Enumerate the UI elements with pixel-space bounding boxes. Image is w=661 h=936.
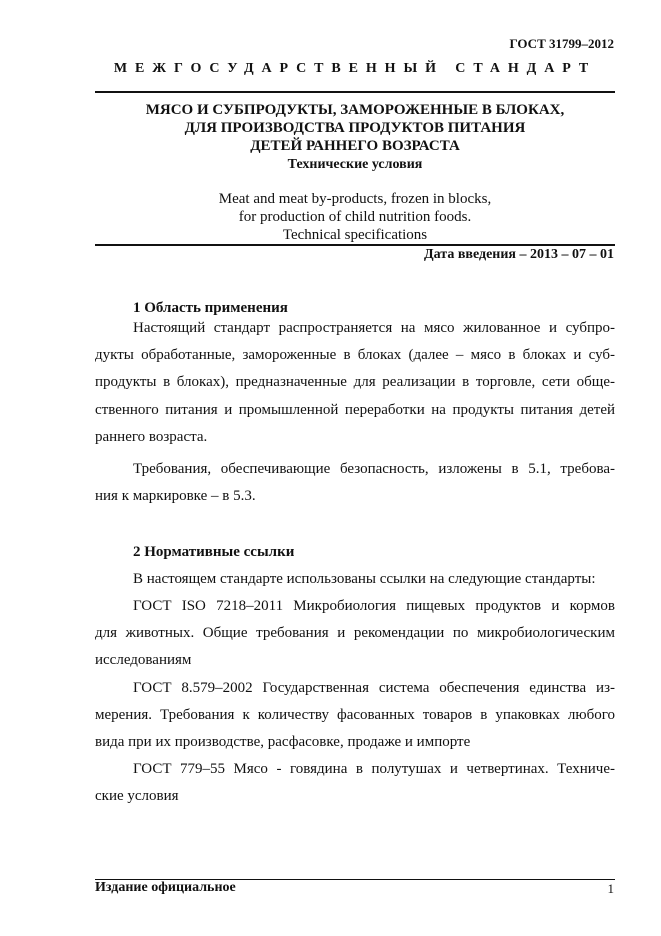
- title-ru: [95, 101, 615, 174]
- paragraph: [95, 456, 615, 510]
- title-en-line: Meat and meat by-products, frozen in blocks,: [218, 191, 492, 207]
- page-number: 1: [607, 881, 614, 896]
- text-line: ские условия: [95, 788, 179, 805]
- title-ru-line: МЯСО И СУБПРОДУКТЫ, ЗАМОРОЖЕННЫЕ В БЛОКАХ,: [145, 102, 565, 118]
- title-en-line: Technical specifications: [282, 227, 428, 243]
- text-line: дукты обработанные, замороженные в блоках (далее – мясо в блоках и суб-: [95, 347, 615, 364]
- paragraph: [95, 756, 615, 810]
- title-ru-line: ДЛЯ ПРОИЗВОДСТВА ПРОДУКТОВ ПИТАНИЯ: [184, 120, 526, 136]
- text-line: для животных. Общие требования и рекомендации по микробиологическим: [95, 625, 615, 642]
- title-divider: [95, 244, 615, 246]
- subtitle-ru: Технические условия: [287, 157, 423, 172]
- text-line: ГОСТ 8.579–2002 Государственная система обеспечения единства из-: [133, 680, 615, 696]
- title-en-line: for production of child nutrition foods.: [238, 209, 472, 225]
- text-line: раннего возраста.: [95, 428, 208, 445]
- paragraph: [95, 315, 615, 451]
- title-ru-line: ДЕТЕЙ РАННЕГО ВОЗРАСТА: [250, 138, 460, 154]
- text-line: мерения. Требования к количеству фасованных товаров в упаковках любого: [95, 707, 615, 724]
- paragraph: [95, 675, 615, 757]
- header-divider: [95, 91, 615, 93]
- edition-label: Издание официальное: [95, 880, 236, 895]
- text-line: ГОСТ ISO 7218–2011 Микробиология пищевых продуктов и кормов: [133, 598, 615, 614]
- section-heading: 2 Нормативные ссылки: [133, 544, 295, 560]
- text-line: ния к маркировке – в 5.3.: [95, 488, 256, 505]
- intro-date: Дата введения – 2013 – 07 – 01: [424, 247, 614, 262]
- text-line: ГОСТ 779–55 Мясо - говядина в полутушах и четвертинах. Техниче-: [133, 761, 615, 777]
- text-line: В настоящем стандарте использованы ссылки на следующие стандарты:: [133, 571, 596, 587]
- text-line: Настоящий стандарт распространяется на мясо жилованное и субпро-: [133, 320, 615, 336]
- text-line: вида при их производстве, расфасовке, продаже и импорте: [95, 734, 471, 751]
- paragraph: [95, 566, 615, 593]
- text-line: исследованиям: [95, 652, 192, 669]
- document-code: ГОСТ 31799–2012: [509, 36, 614, 51]
- title-en: [95, 190, 615, 244]
- paragraph: [95, 593, 615, 675]
- text-line: Требования, обеспечивающие безопасность, изложены в 5.1, требова-: [133, 461, 615, 477]
- text-line: продукты в блоках), предназначенные для реализации в торговле, сети обще-: [95, 374, 615, 391]
- section-heading: 1 Область применения: [133, 300, 288, 316]
- standard-type-heading: МЕЖГОСУДАРСТВЕННЫЙ СТАНДАРТ: [113, 61, 597, 76]
- text-line: ственного питания и промышленной переработки на продукты питания детей: [95, 401, 615, 418]
